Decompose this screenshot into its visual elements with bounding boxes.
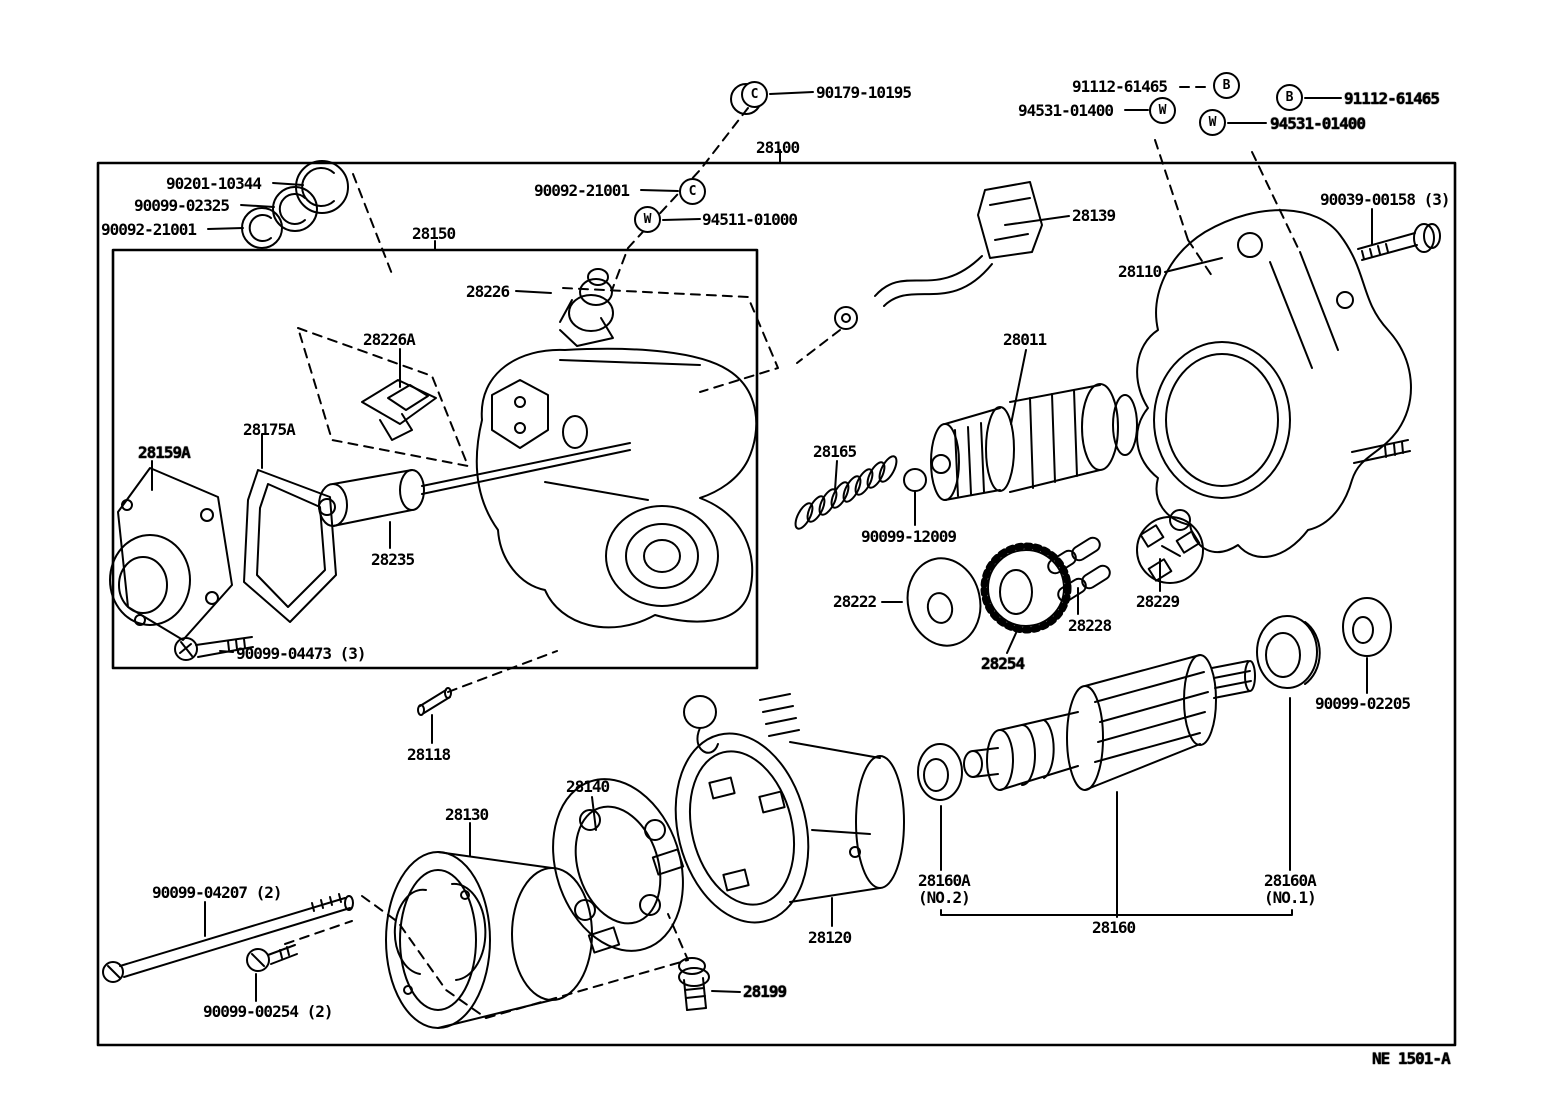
part-28120-yoke-drawing: [657, 694, 904, 937]
label-28222: 28222: [833, 592, 877, 611]
part-28160a-no1-bearing-drawing: [1257, 616, 1320, 688]
part-28235-plunger-drawing: [319, 443, 630, 526]
label-28150: 28150: [412, 224, 456, 243]
label-90201-10344: 90201-10344: [166, 174, 261, 193]
part-90039-00158-bolt-drawing: [1358, 224, 1440, 260]
label-90179-10195: 90179-10195: [816, 83, 911, 102]
callout-c-90092: C: [679, 178, 706, 205]
label-28100: 28100: [756, 138, 800, 157]
label-90099-02325: 90099-02325: [134, 196, 229, 215]
label-28228: 28228: [1068, 616, 1112, 635]
label-28160a-no2: 28160A (NO.2): [918, 871, 970, 907]
label-28226a: 28226A: [363, 330, 415, 349]
label-28175a: 28175A: [243, 420, 295, 439]
label-94531-01400-right: 94531-01400: [1270, 114, 1365, 133]
label-90092-21001-left: 90092-21001: [101, 220, 196, 239]
label-90039-00158: 90039-00158 (3): [1320, 190, 1450, 209]
callout-w-94531-left: W: [1149, 97, 1176, 124]
part-28160a-no2-bearing-drawing: [918, 744, 962, 800]
label-28139: 28139: [1072, 206, 1116, 225]
part-28229-retainer-drawing: [1137, 517, 1203, 583]
label-28110: 28110: [1118, 262, 1162, 281]
label-28120: 28120: [808, 928, 852, 947]
part-90099-04207-bolt-drawing: [103, 894, 353, 982]
label-28011: 28011: [1003, 330, 1047, 349]
label-28140: 28140: [566, 777, 610, 796]
label-28130: 28130: [445, 805, 489, 824]
part-28011-clutch-drawing: [931, 384, 1137, 500]
label-91112-61465-right: 91112-61465: [1344, 89, 1439, 108]
part-28139-lead-wire-drawing: [835, 182, 1042, 329]
part-28199-screw-drawing: [679, 958, 709, 1010]
part-28110-end-cover-drawing: [1137, 210, 1411, 557]
label-90099-00254: 90099-00254 (2): [203, 1002, 333, 1021]
part-28118-pin-drawing: [418, 688, 451, 715]
label-90099-02205: 90099-02205: [1315, 694, 1410, 713]
part-90099-00254-screw-drawing: [247, 945, 297, 971]
callout-b-91112-right: B: [1276, 84, 1303, 111]
snap-ring-drawings: [242, 84, 761, 248]
label-90099-12009: 90099-12009: [861, 527, 956, 546]
part-28226a-switch-drawing: [362, 380, 436, 440]
part-90099-02205-washer-drawing: [1343, 598, 1391, 656]
label-28165: 28165: [813, 442, 857, 461]
outer-assembly-box: [98, 163, 1455, 1045]
label-28235: 28235: [371, 550, 415, 569]
part-28130-yoke-drawing: [386, 852, 592, 1028]
label-91112-61465-left: 91112-61465: [1072, 77, 1167, 96]
label-90099-04473: 90099-04473 (3): [236, 644, 366, 663]
label-28254: 28254: [981, 654, 1025, 673]
part-28226-solenoid-drawing: [560, 269, 613, 346]
part-28140-brush-holder-drawing: [532, 762, 704, 968]
label-28118: 28118: [407, 745, 451, 764]
label-94531-01400-left: 94531-01400: [1018, 101, 1113, 120]
callout-c-90179: C: [741, 81, 768, 108]
callout-w-94511: W: [634, 206, 661, 233]
label-28226: 28226: [466, 282, 510, 301]
part-28159a-end-plate-drawing: [110, 468, 232, 640]
label-28159a: 28159A: [138, 443, 190, 462]
part-28222-washer-drawing: [900, 551, 989, 652]
part-90099-12009-ball-drawing: [904, 469, 926, 491]
label-28229: 28229: [1136, 592, 1180, 611]
drawing-code: NE 1501-A: [1372, 1049, 1450, 1068]
label-28199: 28199: [743, 982, 787, 1001]
label-90099-04207: 90099-04207 (2): [152, 883, 282, 902]
callout-w-94531-right: W: [1199, 109, 1226, 136]
label-28160: 28160: [1092, 918, 1136, 937]
label-28160a-no1: 28160A (NO.1): [1264, 871, 1316, 907]
part-28228-rollers-drawing: [1046, 535, 1113, 604]
part-28160-armature-drawing: [964, 655, 1255, 790]
callout-b-91112-left: B: [1213, 72, 1240, 99]
part-28150-drive-housing-drawing: [477, 349, 756, 628]
part-28165-spring-drawing: [792, 454, 900, 531]
label-90092-21001-center: 90092-21001: [534, 181, 629, 200]
label-94511-01000: 94511-01000: [702, 210, 797, 229]
